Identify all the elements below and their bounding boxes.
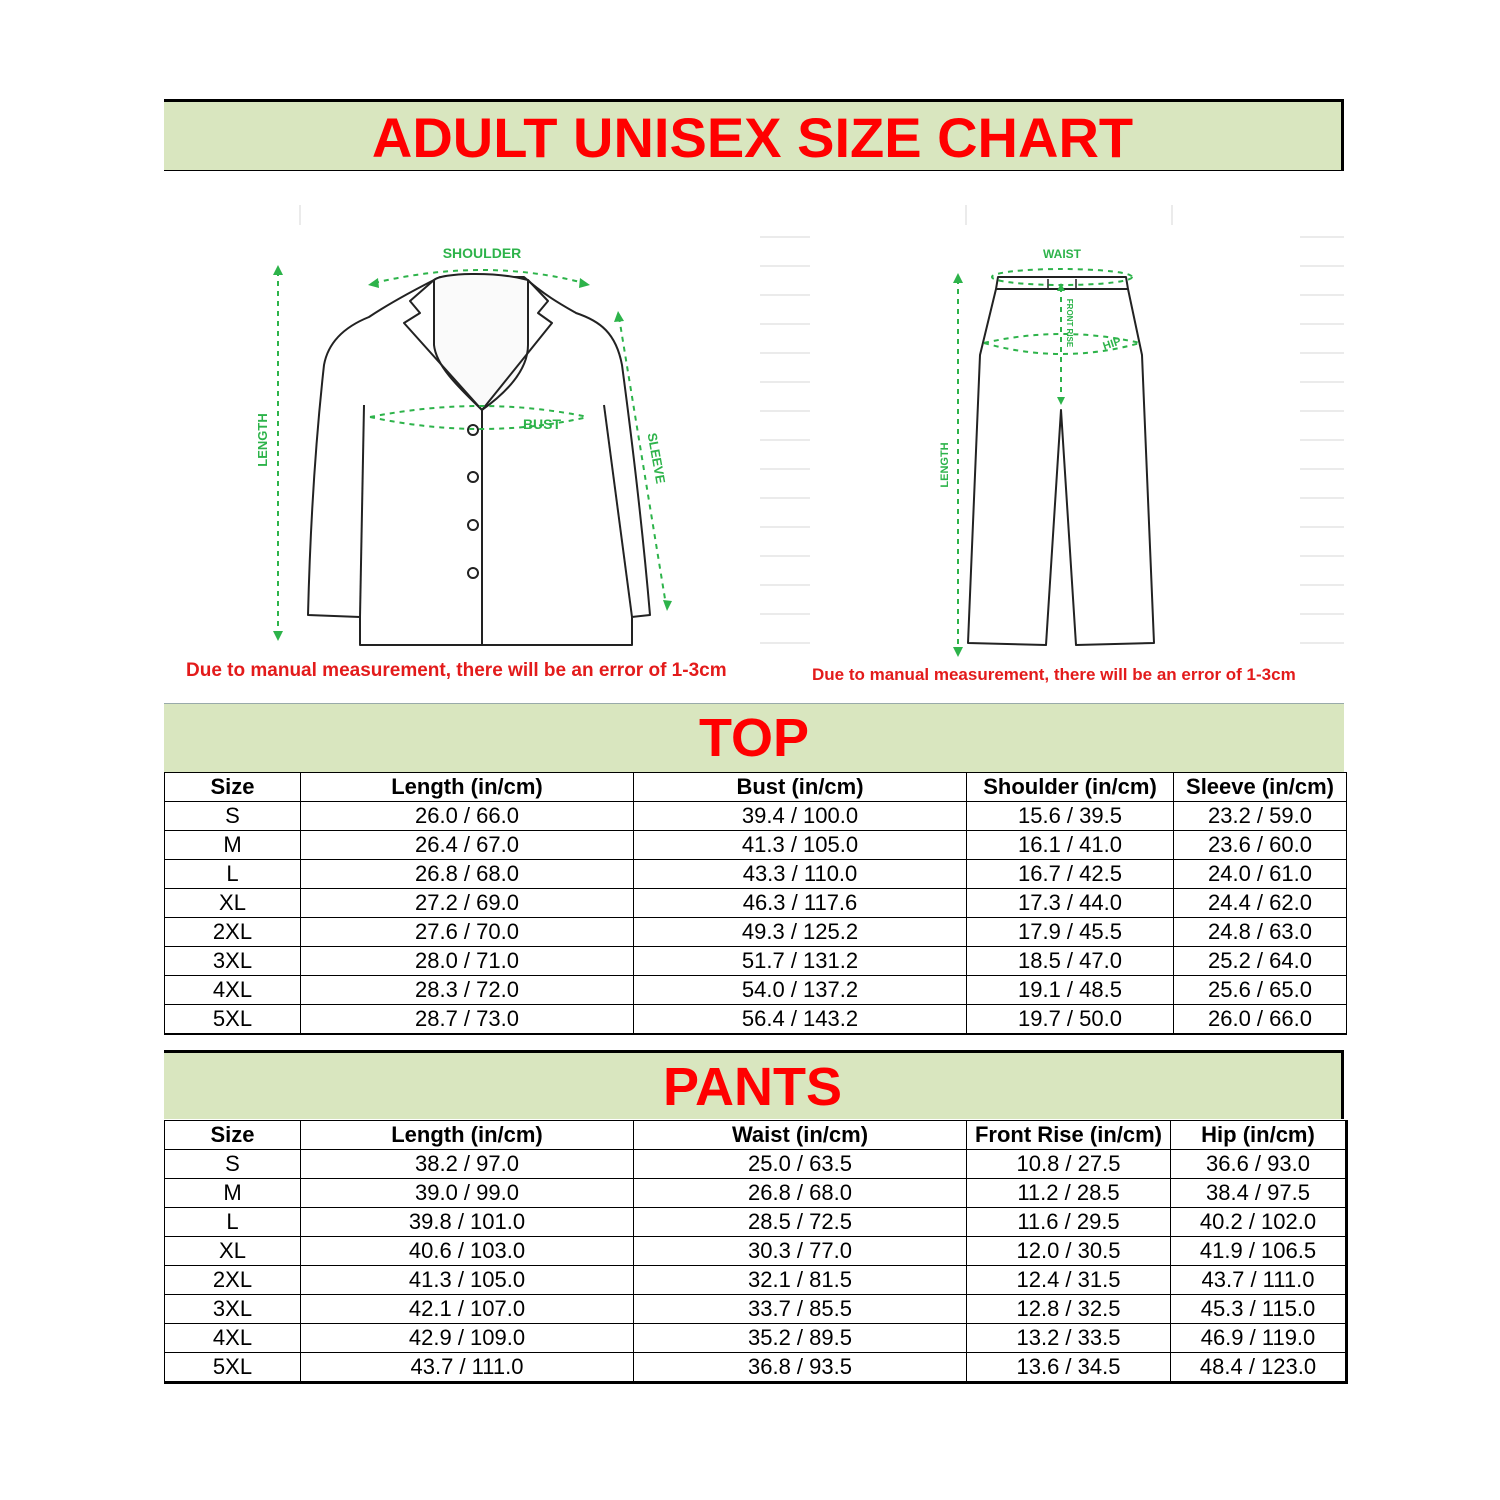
measurement-cell: 23.2 / 59.0: [1174, 802, 1347, 831]
column-header: Length (in/cm): [301, 1121, 634, 1150]
bust-label: BUST: [522, 416, 562, 432]
measurement-cell: 51.7 / 131.2: [634, 947, 967, 976]
measurement-cell: 26.8 / 68.0: [634, 1179, 967, 1208]
measurement-cell: 32.1 / 81.5: [634, 1266, 967, 1295]
pants-section-heading: PANTS: [164, 1050, 1344, 1119]
table-row: [165, 1353, 1347, 1383]
measurement-cell: 12.4 / 31.5: [967, 1266, 1171, 1295]
front-rise-label: FRONT RISE: [1065, 298, 1074, 348]
pants-size-table: [164, 1120, 1348, 1384]
page-title: ADULT UNISEX SIZE CHART: [164, 99, 1344, 171]
measurement-cell: 26.0 / 66.0: [1174, 1005, 1347, 1035]
size-cell: 3XL: [165, 947, 301, 976]
table-row: [165, 1237, 1347, 1266]
measurement-cell: 26.4 / 67.0: [301, 831, 634, 860]
size-cell: M: [165, 831, 301, 860]
measurement-cell: 42.1 / 107.0: [301, 1295, 634, 1324]
top-size-table: [164, 772, 1347, 1035]
measurement-cell: 39.8 / 101.0: [301, 1208, 634, 1237]
column-header: Size: [165, 1121, 301, 1150]
sleeve-label: SLEEVE: [644, 431, 669, 485]
table-row: [165, 976, 1347, 1005]
measurement-cell: 11.6 / 29.5: [967, 1208, 1171, 1237]
measurement-cell: 17.9 / 45.5: [967, 918, 1174, 947]
shirt-drawing: [308, 274, 650, 645]
pants-drawing: [968, 277, 1154, 645]
measurement-cell: 45.3 / 115.0: [1171, 1295, 1347, 1324]
measurement-cell: 43.7 / 111.0: [1171, 1266, 1347, 1295]
measurement-cell: 28.5 / 72.5: [634, 1208, 967, 1237]
shirt-length-label: LENGTH: [255, 413, 270, 467]
column-header: Waist (in/cm): [634, 1121, 967, 1150]
measurement-cell: 27.2 / 69.0: [301, 889, 634, 918]
measurement-cell: 16.7 / 42.5: [967, 860, 1174, 889]
top-section-heading: TOP: [164, 703, 1344, 772]
table-header-row: [165, 1121, 1347, 1150]
measurement-cell: 12.8 / 32.5: [967, 1295, 1171, 1324]
measurement-cell: 10.8 / 27.5: [967, 1150, 1171, 1179]
measurement-cell: 36.6 / 93.0: [1171, 1150, 1347, 1179]
measurement-cell: 56.4 / 143.2: [634, 1005, 967, 1035]
table-header-row: [165, 773, 1347, 802]
measurement-cell: 17.3 / 44.0: [967, 889, 1174, 918]
table-row: [165, 1179, 1347, 1208]
size-cell: L: [165, 860, 301, 889]
size-cell: S: [165, 1150, 301, 1179]
measurement-cell: 27.6 / 70.0: [301, 918, 634, 947]
measurement-cell: 25.0 / 63.5: [634, 1150, 967, 1179]
size-cell: 2XL: [165, 918, 301, 947]
table-row: [165, 889, 1347, 918]
measurement-cell: 41.9 / 106.5: [1171, 1237, 1347, 1266]
measurement-cell: 39.4 / 100.0: [634, 802, 967, 831]
column-header: Sleeve (in/cm): [1174, 773, 1347, 802]
size-cell: 4XL: [165, 976, 301, 1005]
measurement-cell: 28.7 / 73.0: [301, 1005, 634, 1035]
measurement-cell: 25.2 / 64.0: [1174, 947, 1347, 976]
measurement-cell: 41.3 / 105.0: [634, 831, 967, 860]
size-cell: 2XL: [165, 1266, 301, 1295]
size-cell: XL: [165, 889, 301, 918]
pants-length-label: LENGTH: [939, 442, 951, 488]
hip-label: HIP: [1101, 335, 1123, 353]
measurement-note-top: Due to manual measurement, there will be an error of 1-3cm: [186, 660, 727, 681]
size-cell: M: [165, 1179, 301, 1208]
column-header: Bust (in/cm): [634, 773, 967, 802]
measurement-cell: 26.8 / 68.0: [301, 860, 634, 889]
measurement-cell: 18.5 / 47.0: [967, 947, 1174, 976]
table-row: [165, 1324, 1347, 1353]
measurement-note-pants: Due to manual measurement, there will be an error of 1-3cm: [812, 665, 1296, 684]
size-cell: 4XL: [165, 1324, 301, 1353]
measurement-cell: 35.2 / 89.5: [634, 1324, 967, 1353]
table-row: [165, 947, 1347, 976]
size-cell: 5XL: [165, 1353, 301, 1383]
table-row: [165, 1266, 1347, 1295]
size-cell: S: [165, 802, 301, 831]
size-cell: 3XL: [165, 1295, 301, 1324]
measurement-cell: 19.1 / 48.5: [967, 976, 1174, 1005]
column-header: Front Rise (in/cm): [967, 1121, 1171, 1150]
measurement-cell: 46.3 / 117.6: [634, 889, 967, 918]
table-row: [165, 1295, 1347, 1324]
column-header: Length (in/cm): [301, 773, 634, 802]
measurement-cell: 13.6 / 34.5: [967, 1353, 1171, 1383]
column-header: Shoulder (in/cm): [967, 773, 1174, 802]
measurement-cell: 48.4 / 123.0: [1171, 1353, 1347, 1383]
shoulder-label: SHOULDER: [442, 245, 522, 261]
measurement-cell: 24.4 / 62.0: [1174, 889, 1347, 918]
measurement-cell: 24.0 / 61.0: [1174, 860, 1347, 889]
measurement-cell: 19.7 / 50.0: [967, 1005, 1174, 1035]
measurement-cell: 40.6 / 103.0: [301, 1237, 634, 1266]
column-header: Hip (in/cm): [1171, 1121, 1347, 1150]
garment-illustration: [164, 205, 1344, 700]
measurement-cell: 11.2 / 28.5: [967, 1179, 1171, 1208]
table-row: [165, 1005, 1347, 1035]
size-cell: XL: [165, 1237, 301, 1266]
measurement-cell: 28.3 / 72.0: [301, 976, 634, 1005]
measurement-cell: 33.7 / 85.5: [634, 1295, 967, 1324]
table-row: [165, 918, 1347, 947]
illustration-svg: [164, 205, 1344, 700]
measurement-cell: 42.9 / 109.0: [301, 1324, 634, 1353]
measurement-cell: 41.3 / 105.0: [301, 1266, 634, 1295]
table-row: [165, 802, 1347, 831]
measurement-cell: 30.3 / 77.0: [634, 1237, 967, 1266]
measurement-cell: 43.7 / 111.0: [301, 1353, 634, 1383]
measurement-cell: 24.8 / 63.0: [1174, 918, 1347, 947]
measurement-cell: 49.3 / 125.2: [634, 918, 967, 947]
waist-label: WAIST: [1043, 247, 1081, 261]
measurement-cell: 26.0 / 66.0: [301, 802, 634, 831]
measurement-cell: 54.0 / 137.2: [634, 976, 967, 1005]
measurement-cell: 38.2 / 97.0: [301, 1150, 634, 1179]
size-cell: 5XL: [165, 1005, 301, 1035]
measurement-cell: 15.6 / 39.5: [967, 802, 1174, 831]
measurement-cell: 46.9 / 119.0: [1171, 1324, 1347, 1353]
measurement-cell: 25.6 / 65.0: [1174, 976, 1347, 1005]
measurement-cell: 16.1 / 41.0: [967, 831, 1174, 860]
size-cell: L: [165, 1208, 301, 1237]
measurement-cell: 38.4 / 97.5: [1171, 1179, 1347, 1208]
measurement-cell: 43.3 / 110.0: [634, 860, 967, 889]
measurement-cell: 23.6 / 60.0: [1174, 831, 1347, 860]
measurement-cell: 28.0 / 71.0: [301, 947, 634, 976]
measurement-cell: 12.0 / 30.5: [967, 1237, 1171, 1266]
table-row: [165, 1150, 1347, 1179]
column-header: Size: [165, 773, 301, 802]
table-row: [165, 1208, 1347, 1237]
table-row: [165, 860, 1347, 889]
measurement-cell: 40.2 / 102.0: [1171, 1208, 1347, 1237]
measurement-cell: 39.0 / 99.0: [301, 1179, 634, 1208]
table-row: [165, 831, 1347, 860]
measurement-cell: 13.2 / 33.5: [967, 1324, 1171, 1353]
measurement-cell: 36.8 / 93.5: [634, 1353, 967, 1383]
